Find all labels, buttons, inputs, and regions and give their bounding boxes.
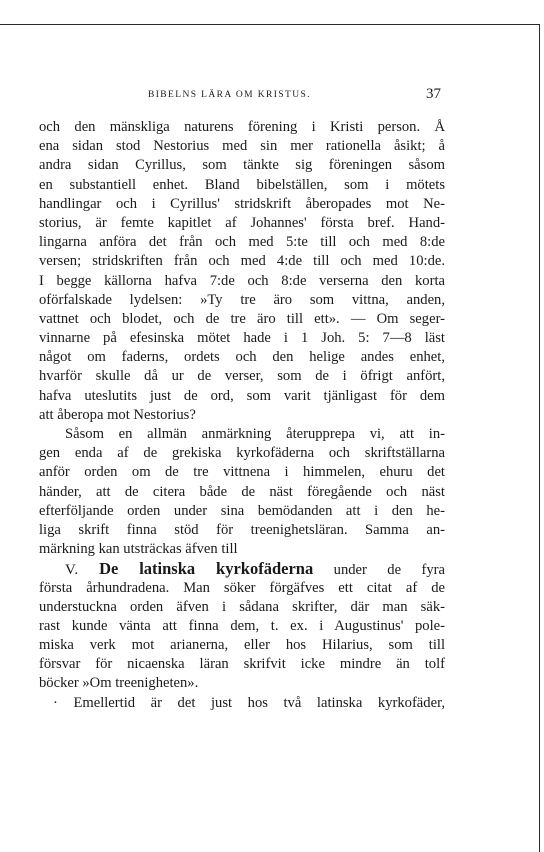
section-title: De latinska kyrkofäderna — [99, 559, 314, 579]
text-line: hvarför skulle då ur de verser, som de i öfrigt anfört, — [39, 368, 445, 385]
text-line: vattnet och blodet, och de tre äro till ett». — Om seger- — [39, 310, 445, 327]
text-line: gen enda af de grekiska kyrkofäderna och skriftställarna — [39, 445, 445, 462]
text-line: efterföljande orden under sina bemödanden att i den he- — [39, 502, 445, 519]
paragraph-2 — [39, 425, 445, 559]
text-line: hafva uteslutits just de ord, som varit tjänligast för dem — [39, 387, 445, 404]
section-heading-line — [39, 559, 445, 578]
text-line: händer, att de citera både de näst föregående och näst — [39, 483, 445, 500]
text-line: I begge källorna hafva 7:de och 8:de verserna den korta — [39, 272, 445, 289]
text-line: versen; stridskriften från och med 4:de till och med 10:de. — [39, 253, 445, 270]
text-line: oförfalskade lydelsen: »Ty tre äro som vittna, anden, — [39, 291, 445, 308]
text-line: liga skrift finna stöd för treenighetsläran. Samma an- — [39, 521, 445, 538]
text-line: lingarna anföra det från och med 5:te till och med 8:de — [39, 234, 445, 251]
text-line: understuckna orden äfven i sådana skrifter, där man säk- — [39, 598, 445, 615]
text-line: böcker »Om treenigheten». — [39, 675, 199, 692]
text-line: märkning kan utsträckas äfven till — [39, 541, 238, 558]
text-line: andra sidan Cyrillus, som tänkte sig föreningen såsom — [39, 157, 445, 174]
page-number: 37 — [426, 86, 441, 102]
section-title-continuation: under de fyra — [333, 562, 445, 579]
text-line: miska verk mot arianerna, eller hos Hilarius, som till — [39, 637, 445, 654]
body-text — [39, 118, 445, 713]
text-line: handlingar och i Cyrillus' stridskrift åberopades mot Ne- — [39, 195, 445, 212]
paragraph-1 — [39, 118, 445, 425]
section-numeral: V. — [65, 562, 79, 579]
text-line: första århundradena. Man söker förgäfves ett citat af de — [39, 579, 445, 596]
text-line: och den mänskliga naturens förening i Kristi person. Å — [39, 119, 445, 135]
text-line: en substantiell enhet. Bland bibelställen, som i mötets — [39, 176, 445, 193]
text-line: · Emellertid är det just hos två latinska kyrkofäder, — [53, 694, 445, 711]
text-line: ena sidan stod Nestorius med sin mer rationella åsikt; å — [39, 138, 445, 155]
running-title: BIBELNS LÄRA OM KRISTUS. — [148, 90, 311, 100]
page-top-rule — [0, 24, 540, 25]
running-header — [0, 86, 540, 108]
text-line: rast kunde vänta att finna dem, t. ex. i Augustinus' pole- — [39, 617, 445, 634]
text-line: att åberopa mot Nestorius? — [39, 406, 196, 423]
text-line: något om faderns, ordets och den helige andes enhet, — [39, 349, 445, 366]
paragraph-4 — [39, 694, 445, 713]
text-line: vinnarne på efesinska mötet hade i 1 Joh. 5: 7—8 läst — [39, 330, 445, 347]
text-line: Såsom en allmän anmärkning återupprepa vi, att in- — [65, 426, 445, 442]
section-heading-paragraph — [39, 559, 445, 693]
page-right-edge-rule — [539, 24, 540, 852]
text-line: försvar för nicaenska läran skrifvit icke mindre än tolf — [39, 656, 445, 673]
text-line: anför orden om de tre vittnena i himmelen, ehuru det — [39, 464, 445, 481]
text-line: storius, är femte kapitlet af Johannes' första bref. Hand- — [39, 214, 445, 231]
